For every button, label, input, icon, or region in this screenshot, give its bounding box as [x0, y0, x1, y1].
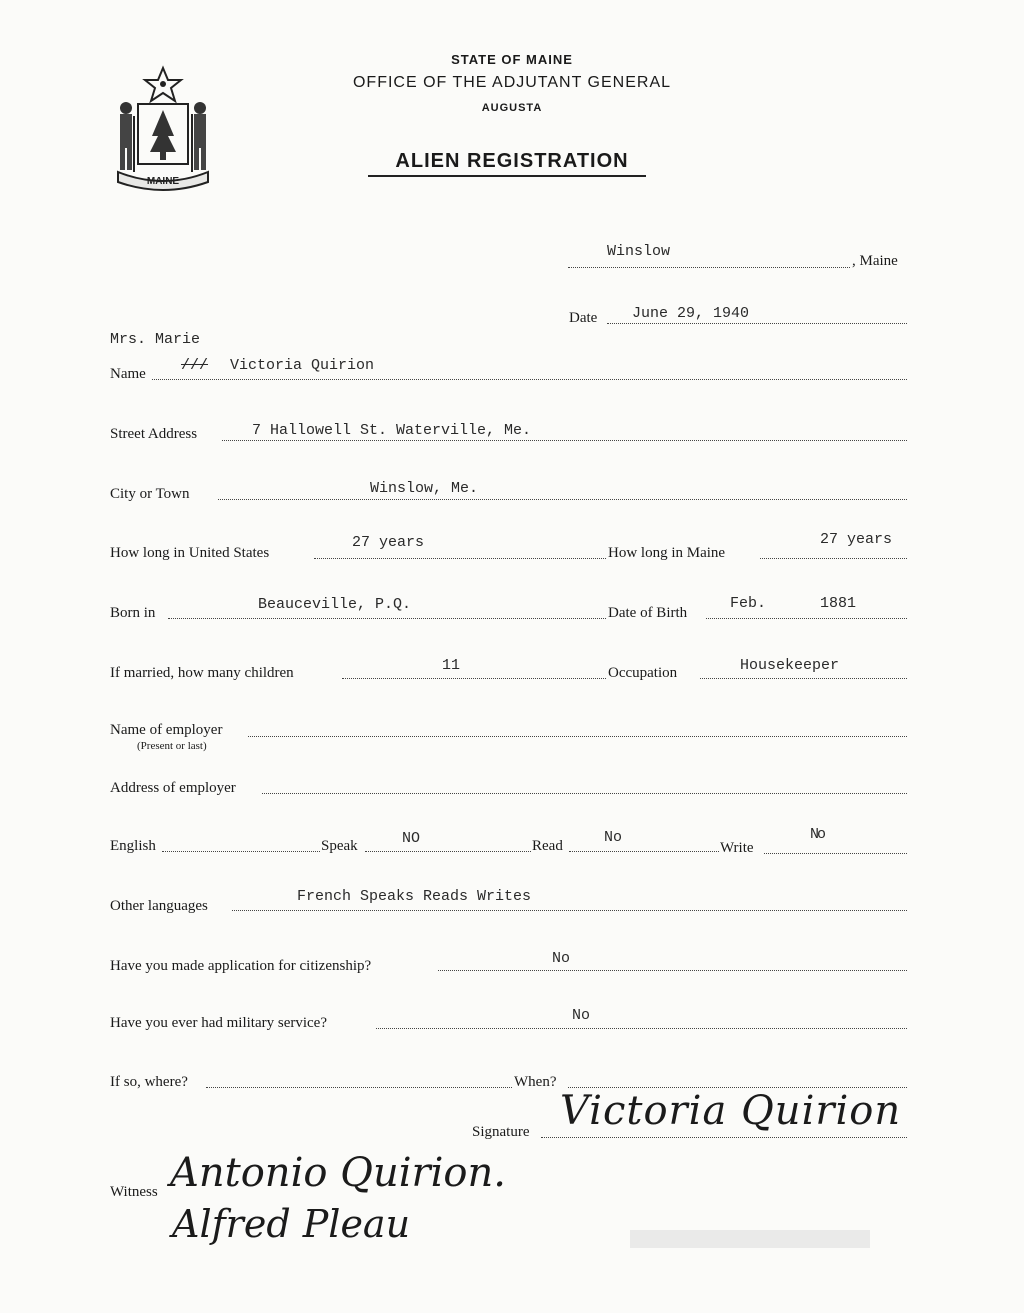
other-languages-label: Other languages [110, 898, 208, 914]
speak-label: Speak [321, 838, 358, 854]
form-title: ALIEN REGISTRATION [395, 150, 629, 172]
other-languages-line [232, 910, 907, 911]
occupation-line [700, 678, 907, 679]
header-city: AUGUSTA [481, 102, 543, 114]
scan-smudge [630, 1230, 870, 1248]
where-label: If so, where? [110, 1074, 188, 1090]
other-languages-value: French Speaks Reads Writes [297, 888, 532, 905]
read-line [569, 851, 719, 852]
header-state: STATE OF MAINE [451, 52, 573, 67]
read-value: No [604, 829, 623, 846]
date-label: Date [569, 310, 598, 326]
employer-address-label: Address of employer [110, 780, 236, 796]
employer-label: Name of employer [110, 722, 223, 738]
name-label: Name [110, 366, 146, 382]
street-value: 7 Hallowell St. Waterville, Me. [252, 422, 532, 439]
read-label: Read [532, 838, 563, 854]
born-value: Beauceville, P.Q. [258, 596, 412, 613]
title-underline [368, 175, 646, 177]
speak-line [365, 851, 531, 852]
witness-signature-2: Alfred Pleau [172, 1202, 411, 1246]
dob-month: Feb. [730, 595, 767, 612]
name-value: Victoria Quirion [230, 357, 375, 374]
where-line [206, 1087, 512, 1088]
citizenship-label: Have you made application for citizenship? [110, 958, 372, 974]
city-value: Winslow, Me. [370, 480, 479, 497]
signature-value: Victoria Quirion [560, 1088, 902, 1134]
citizenship-value: No [552, 950, 571, 967]
employer-sub: (Present or last) [137, 740, 207, 752]
dob-label: Date of Birth [608, 605, 688, 621]
military-value: No [572, 1007, 591, 1024]
name-line [152, 379, 907, 380]
children-label: If married, how many children [110, 665, 294, 681]
occupation-label: Occupation [608, 665, 678, 681]
signature-line [541, 1137, 907, 1138]
write-label: Write [720, 840, 754, 856]
military-line [376, 1028, 907, 1029]
children-line [342, 678, 606, 679]
dob-year: 1881 [820, 595, 857, 612]
write-value: No [810, 826, 825, 843]
place-line [568, 267, 850, 268]
children-value: 11 [442, 657, 461, 674]
street-line [222, 440, 907, 441]
born-label: Born in [110, 605, 156, 621]
english-line [162, 851, 320, 852]
speak-value: NO [402, 830, 421, 847]
street-label: Street Address [110, 426, 198, 442]
signature-label: Signature [472, 1124, 530, 1140]
city-line [218, 499, 907, 500]
maine-label: How long in Maine [608, 545, 726, 561]
english-label: English [110, 838, 156, 854]
military-label: Have you ever had military service? [110, 1015, 327, 1031]
us-value: 27 years [352, 534, 425, 551]
name-prefix: Mrs. Marie [110, 331, 201, 348]
citizenship-line [438, 970, 907, 971]
occupation-value: Housekeeper [740, 657, 840, 674]
write-line [764, 853, 907, 854]
seal-ribbon-text: MAINE [146, 176, 180, 187]
date-value: June 29, 1940 [632, 305, 750, 322]
employer-line [248, 736, 907, 737]
place-value: Winslow [607, 243, 671, 260]
witness-label: Witness [110, 1184, 158, 1200]
born-line [168, 618, 606, 619]
place-suffix: , Maine [852, 253, 898, 269]
dob-line [706, 618, 907, 619]
us-label: How long in United States [110, 545, 270, 561]
maine-line [760, 558, 907, 559]
header-office: OFFICE OF THE ADJUTANT GENERAL [352, 74, 672, 91]
city-label: City or Town [110, 486, 190, 502]
date-line [607, 323, 907, 324]
maine-value: 27 years [820, 531, 893, 548]
witness-signature-1: Antonio Quirion. [170, 1150, 506, 1196]
when-label: When? [514, 1074, 557, 1090]
employer-address-line [262, 793, 907, 794]
us-line [314, 558, 606, 559]
name-struck: /// [181, 357, 209, 374]
